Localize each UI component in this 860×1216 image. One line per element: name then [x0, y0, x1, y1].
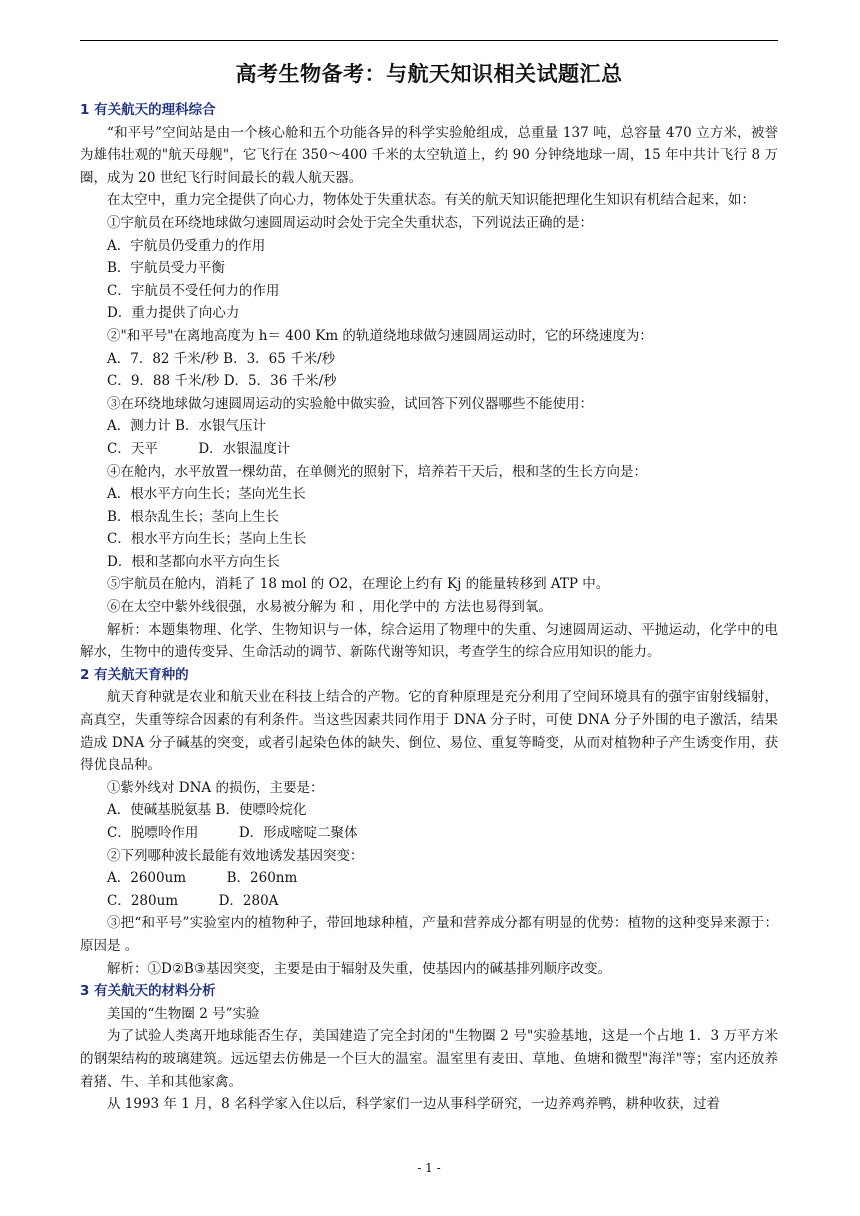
- paragraph: 为了试验人类离开地球能否生存，美国建造了完全封闭的"生物圈 2 号"实验基地，这是一个占地 1．3 万平方米的钢架结构的玻璃建筑。远远望去仿佛是一个巨大的温室。温室里有麦田、草地、鱼塘和微型"海洋"等；室内还放养着猪、牛、羊和其他家禽。: [80, 1028, 778, 1090]
- option: B．根杂乱生长；茎向上生长: [107, 508, 279, 525]
- option: A．根水平方向生长；茎向光生长: [107, 486, 306, 503]
- question: ①宇航员在环绕地球做匀速圆周运动时会处于完全失重状态，下列说法正确的是：: [107, 214, 593, 231]
- option: D．形成嘧啶二聚体: [238, 825, 358, 841]
- question: ①紫外线对 DNA 的损伤，主要是：: [107, 779, 324, 796]
- page-title: 高考生物备考：与航天知识相关试题汇总: [235, 62, 623, 86]
- option: D．280A: [218, 892, 279, 909]
- question: ③在环绕地球做匀速圆周运动的实验舱中做实验，试回答下列仪器哪些不能使用：: [107, 395, 593, 412]
- document-body: [80, 99, 778, 1116]
- option: C．宇航员不受任何力的作用: [107, 282, 280, 299]
- question: ③把“和平号”实验室内的植物种子，带回地球种植，产量和营养成分都有明显的优势：植物的这种变异来源于： 原因是 。: [80, 915, 778, 954]
- analysis: 解析：①D②B③基因突变，主要是由于辐射及失重，使基因内的碱基排列顺序改变。: [107, 960, 611, 977]
- question: ⑤宇航员在舱内，消耗了 18 mol 的 O2，在理论上约有 Kj 的能量转移到 ATP 中。: [107, 576, 610, 593]
- section-heading: 1 有关航天的理科综合: [80, 102, 216, 118]
- option: D．重力提供了向心力: [107, 305, 240, 322]
- option: B．260nm: [226, 870, 298, 887]
- option: C．根水平方向生长；茎向上生长: [107, 531, 307, 548]
- section-heading: 2 有关航天育种的: [80, 666, 189, 683]
- header-rule: [80, 40, 778, 41]
- option: A．使碱基脱氨基 B．使嘌呤烷化: [107, 802, 307, 819]
- paragraph: 航天育种就是农业和航天业在科技上结合的产物。它的育种原理是充分利用了空间环境具有的强宇宙射线辐射，高真空，失重等综合因素的有利条件。当这些因素共同作用于 DNA 分子时，可使 DNA 分子外围的电子激活，结果造成 DNA 分子碱基的突变，或者引起染色体的缺失、倒位、易位、重复等畸变，从而对植物种子产生诱变作用，获得优良品种。: [80, 689, 778, 774]
- section-heading: 3 有关航天的材料分析: [80, 983, 216, 1000]
- document-page: [80, 0, 780, 1216]
- option-row: [80, 822, 778, 845]
- paragraph: “和平号”空间站是由一个核心舱和五个功能各异的科学实验舱组成，总重量 137 吨，总容量 470 立方米，被誉为雄伟壮观的"航天母舰"，它飞行在 350～400 千米的太空轨道上，约 90 分钟绕地球一周，15 年中共计飞行 8 万圈，成为 20 世纪飞行时间最长的载人航天器。: [80, 124, 778, 186]
- option: C．9．88 千米/秒 D．5．36 千米/秒: [107, 373, 337, 390]
- option: D．根和茎都向水平方向生长: [107, 553, 280, 570]
- analysis: 解析：本题集物理、化学、生物知识与一体，综合运用了物理中的失重、匀速圆周运动、平抛运动，化学中的电解水，生物中的遗传变异、生命活动的调节、新陈代谢等知识，考查学生的综合应用知识的能力。: [80, 621, 778, 661]
- option: C．天平: [107, 440, 158, 457]
- page-number: - 1 -: [417, 1161, 441, 1175]
- option-row: [80, 867, 778, 890]
- question: ④在舱内，水平放置一棵幼苗，在单侧光的照射下，培养若干天后，根和茎的生长方向是：: [107, 463, 647, 480]
- paragraph: 从 1993 年 1 月，8 名科学家入住以后，科学家们一边从事科学研究，一边养鸡养鸭，耕种收获，过着: [107, 1096, 720, 1113]
- option-row: [80, 438, 778, 461]
- subheading: 美国的“生物圈 2 号”实验: [107, 1005, 260, 1022]
- option: A．测力计 B．水银气压计: [107, 418, 266, 435]
- option: C．脱嘌呤作用: [107, 825, 199, 841]
- option-row: [80, 890, 778, 913]
- paragraph: 在太空中，重力完全提供了向心力，物体处于失重状态。有关的航天知识能把理化生知识有机结合起来，如：: [107, 192, 755, 209]
- option: B．宇航员受力平衡: [107, 260, 225, 277]
- question: ②下列哪种波长最能有效地诱发基因突变：: [107, 847, 364, 864]
- option: A．7．82 千米/秒 B．3．65 千米/秒: [107, 350, 336, 367]
- question: ②"和平号"在离地高度为 h＝ 400 Km 的轨道绕地球做匀速圆周运动时，它的环绕速度为：: [107, 327, 653, 344]
- option: A．2600um: [107, 870, 187, 887]
- option: C．280um: [107, 892, 179, 909]
- question: ⑥在太空中紫外线很强，水易被分解为 和 ，用化学中的 方法也易得到氧。: [107, 599, 552, 616]
- option: D．水银温度计: [198, 440, 291, 457]
- option: A．宇航员仍受重力的作用: [107, 237, 266, 254]
